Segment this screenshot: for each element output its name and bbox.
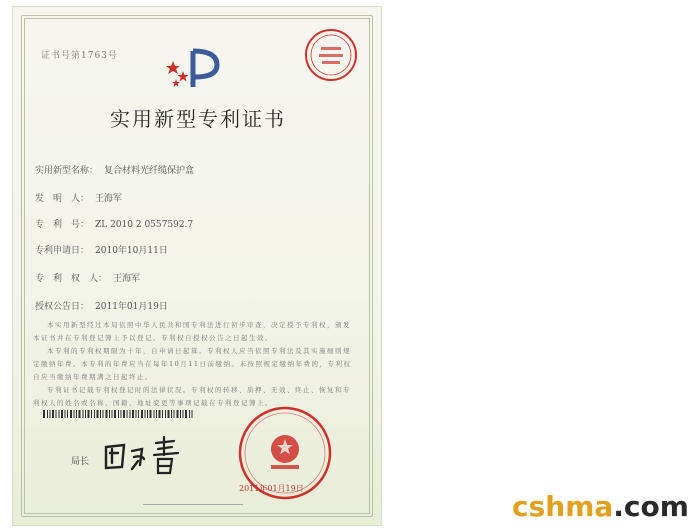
body-paragraph: 本专利的专利权期限为十年，自申请日起算。专利权人应当依照专利法及其实施细则规定缴纳年费。本专利的年费应当在每年10月11日前缴纳。未按照规定缴纳年费的，专利权自应当缴纳年费期满之日起终止。 bbox=[33, 347, 352, 381]
field-label: 专利申请日： bbox=[35, 246, 90, 256]
body-paragraph: 专利证书记载专利权登记时的法律状况。专利权的转移、质押、无效、终止、恢复和专利权人的姓名或名称、国籍、地址变更等事项记载在专利登记簿上。 bbox=[33, 386, 351, 407]
footer-line bbox=[143, 504, 243, 505]
field-label: 专 利 权 人： bbox=[35, 274, 108, 284]
field-patentee bbox=[35, 271, 140, 284]
signatory-title: 局长 bbox=[71, 457, 90, 467]
field-label: 授权公告日： bbox=[35, 302, 90, 312]
field-value: 复合材料光纤缆保护盒 bbox=[104, 166, 195, 176]
director-signature bbox=[98, 433, 198, 477]
patent-office-emblem-icon bbox=[163, 47, 227, 91]
field-value: 王海军 bbox=[113, 274, 141, 284]
field-utility-model-name bbox=[35, 163, 194, 176]
examination-seal-icon bbox=[303, 27, 359, 83]
patent-certificate bbox=[12, 6, 382, 526]
certificate-title: 实用新型专利证书 bbox=[110, 107, 286, 131]
field-label: 专 利 号： bbox=[35, 220, 90, 230]
body-paragraph: 本实用新型经过本局依照中华人民共和国专利法进行初步审查，决定授予专利权，颁发本证书并在专利登记簿上予以登记。专利权自授权公告之日起生效。 bbox=[33, 321, 351, 342]
seal-date: 2011年01月19日 bbox=[239, 484, 304, 493]
field-value: 2011年01月19日 bbox=[95, 302, 168, 312]
field-value: 王海军 bbox=[95, 194, 123, 204]
watermark-part-2: .com bbox=[613, 490, 689, 523]
watermark-part-1: cshma bbox=[512, 490, 614, 523]
field-inventor bbox=[35, 191, 122, 204]
field-label: 实用新型名称： bbox=[35, 166, 99, 176]
certificate-body bbox=[33, 319, 353, 410]
field-patent-number bbox=[35, 217, 193, 230]
certificate-number: 证书号第1763号 bbox=[41, 51, 118, 61]
field-label: 发 明 人： bbox=[35, 194, 90, 204]
site-watermark bbox=[512, 490, 689, 523]
barcode bbox=[43, 410, 193, 418]
field-value: ZL 2010 2 0557592.7 bbox=[95, 220, 194, 230]
field-application-date bbox=[35, 243, 168, 256]
field-grant-date bbox=[35, 299, 168, 312]
field-value: 2010年10月11日 bbox=[95, 246, 168, 256]
